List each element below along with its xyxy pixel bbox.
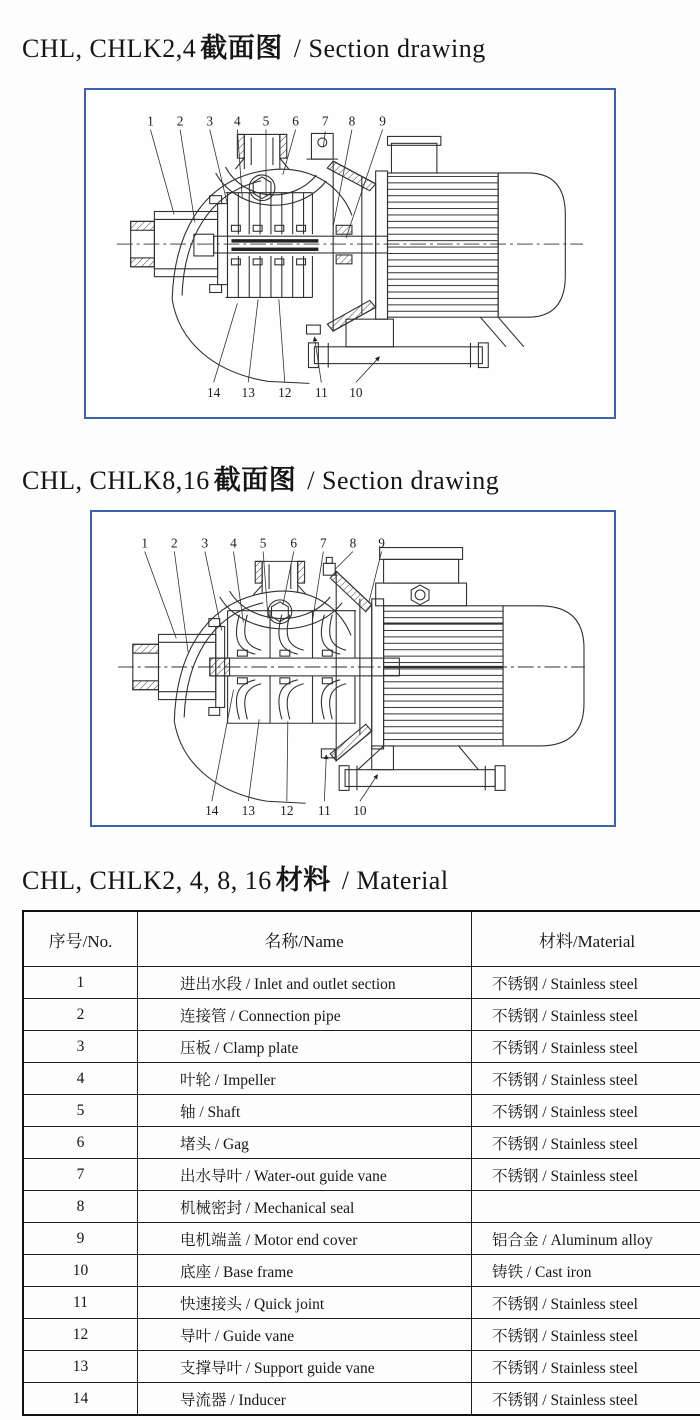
section2-title-suffix: / Section drawing xyxy=(307,466,500,495)
cell-material: 不锈钢 / Stainless steel xyxy=(472,1383,700,1416)
material-table xyxy=(22,910,700,1416)
callout-label: 1 xyxy=(147,113,154,129)
callout-label: 8 xyxy=(349,535,357,551)
callout-label: 11 xyxy=(317,803,331,819)
cell-no: 14 xyxy=(23,1383,138,1416)
column-header-name: 名称/Name xyxy=(138,911,472,967)
motor-body xyxy=(372,548,584,749)
cell-name: 叶轮 / Impeller xyxy=(138,1063,472,1095)
callout-label: 14 xyxy=(205,803,219,819)
section2-title xyxy=(22,458,499,497)
section2-title-cjk: 截面图 xyxy=(213,465,297,495)
cell-no: 2 xyxy=(23,999,138,1031)
column-header-no: 序号/No. xyxy=(23,911,138,967)
motor-body xyxy=(376,136,566,319)
cell-no: 1 xyxy=(23,967,138,999)
section3-title-suffix: / Material xyxy=(341,866,449,895)
discharge-port xyxy=(253,561,306,595)
motor-adapter xyxy=(321,557,371,760)
section1-title-model: CHL, CHLK2,4 xyxy=(22,34,197,63)
table-row xyxy=(23,967,700,999)
callout-label: 2 xyxy=(176,113,184,129)
callout-label: 13 xyxy=(241,385,255,401)
callout-labels-bottom xyxy=(207,385,363,400)
material-table-body xyxy=(23,967,700,1416)
cell-name: 快速接头 / Quick joint xyxy=(138,1287,472,1319)
cell-name: 导叶 / Guide vane xyxy=(138,1319,472,1351)
cell-material: 不锈钢 / Stainless steel xyxy=(472,1319,700,1351)
section3-title-model: CHL, CHLK2, 4, 8, 16 xyxy=(22,866,272,895)
cell-material: 不锈钢 / Stainless steel xyxy=(472,1031,700,1063)
callout-label: 2 xyxy=(170,535,178,551)
section-drawing-1 xyxy=(86,90,610,413)
cell-no: 3 xyxy=(23,1031,138,1063)
callout-labels-bottom xyxy=(205,803,367,818)
table-row xyxy=(23,999,700,1031)
cell-material: 不锈钢 / Stainless steel xyxy=(472,999,700,1031)
water-out-guide-vane-bracket xyxy=(307,133,339,159)
pump-casing xyxy=(174,591,351,803)
callout-label: 8 xyxy=(348,113,356,129)
cell-no: 11 xyxy=(23,1287,138,1319)
cell-material: 不锈钢 / Stainless steel xyxy=(472,1095,700,1127)
callout-label: 13 xyxy=(241,803,255,819)
callout-label: 5 xyxy=(262,113,270,129)
impeller-stack xyxy=(226,193,313,298)
cell-no: 9 xyxy=(23,1223,138,1255)
shaft xyxy=(194,225,388,264)
cell-material: 铸铁 / Cast iron xyxy=(472,1255,700,1287)
table-row xyxy=(23,1351,700,1383)
cell-no: 5 xyxy=(23,1095,138,1127)
cell-material: 铝合金 / Aluminum alloy xyxy=(472,1223,700,1255)
callout-label: 7 xyxy=(320,535,327,551)
cell-no: 7 xyxy=(23,1159,138,1191)
cell-name: 进出水段 / Inlet and outlet section xyxy=(138,967,472,999)
callout-label: 4 xyxy=(234,113,241,129)
cell-material: 不锈钢 / Stainless steel xyxy=(472,1351,700,1383)
callout-label: 1 xyxy=(141,535,148,551)
cell-material: 不锈钢 / Stainless steel xyxy=(472,1287,700,1319)
section1-title xyxy=(22,26,486,65)
callout-label: 10 xyxy=(349,385,363,401)
material-table-header xyxy=(23,911,700,967)
cell-no: 12 xyxy=(23,1319,138,1351)
section-drawing-1-frame xyxy=(84,88,616,419)
table-row xyxy=(23,1095,700,1127)
callout-label: 6 xyxy=(292,113,299,129)
cell-material: 不锈钢 / Stainless steel xyxy=(472,967,700,999)
section1-title-cjk: 截面图 xyxy=(200,33,283,63)
table-row xyxy=(23,1063,700,1095)
table-row xyxy=(23,1255,700,1287)
table-row xyxy=(23,1383,700,1416)
discharge-port xyxy=(235,134,288,169)
cell-no: 13 xyxy=(23,1351,138,1383)
cell-no: 6 xyxy=(23,1127,138,1159)
table-row xyxy=(23,1031,700,1063)
column-header-material: 材料/Material xyxy=(472,911,700,967)
table-row xyxy=(23,1159,700,1191)
cell-name: 电机端盖 / Motor end cover xyxy=(138,1223,472,1255)
table-row xyxy=(23,1127,700,1159)
callout-label: 12 xyxy=(278,385,292,401)
callout-label: 3 xyxy=(206,113,214,129)
table-row xyxy=(23,1223,700,1255)
cell-no: 10 xyxy=(23,1255,138,1287)
cell-material: 不锈钢 / Stainless steel xyxy=(472,1159,700,1191)
callout-labels-top xyxy=(147,114,386,129)
cell-name: 底座 / Base frame xyxy=(138,1255,472,1287)
section3-title xyxy=(22,858,449,897)
section3-title-cjk: 材料 xyxy=(275,865,331,895)
callout-label: 5 xyxy=(259,535,267,551)
header-row xyxy=(23,911,700,967)
cell-name: 支撑导叶 / Support guide vane xyxy=(138,1351,472,1383)
table-row xyxy=(23,1191,700,1223)
cell-name: 压板 / Clamp plate xyxy=(138,1031,472,1063)
cell-material: 不锈钢 / Stainless steel xyxy=(472,1127,700,1159)
cell-name: 出水导叶 / Water-out guide vane xyxy=(138,1159,472,1191)
cell-material: 不锈钢 / Stainless steel xyxy=(472,1063,700,1095)
table-row xyxy=(23,1287,700,1319)
section1-title-suffix: / Section drawing xyxy=(293,34,486,63)
callout-label: 9 xyxy=(378,535,385,551)
callout-label: 6 xyxy=(290,535,298,551)
cell-no: 4 xyxy=(23,1063,138,1095)
callout-label: 12 xyxy=(280,803,294,819)
section-drawing-2-frame xyxy=(90,510,616,827)
base-frame xyxy=(339,746,505,790)
cell-name: 轴 / Shaft xyxy=(138,1095,472,1127)
cell-name: 连接管 / Connection pipe xyxy=(138,999,472,1031)
callout-label: 3 xyxy=(201,535,209,551)
cell-material xyxy=(472,1191,700,1223)
section2-title-model: CHL, CHLK8,16 xyxy=(22,466,210,495)
callout-label: 10 xyxy=(353,803,367,819)
section-drawing-2 xyxy=(92,512,610,821)
table-row xyxy=(23,1319,700,1351)
cell-no: 8 xyxy=(23,1191,138,1223)
callout-label: 14 xyxy=(206,385,221,401)
callout-label: 9 xyxy=(379,113,386,129)
callout-label: 7 xyxy=(321,113,329,129)
cell-name: 导流器 / Inducer xyxy=(138,1383,472,1416)
pump-casing xyxy=(172,167,352,383)
callout-label: 11 xyxy=(314,385,328,401)
cell-name: 机械密封 / Mechanical seal xyxy=(138,1191,472,1223)
callout-label: 4 xyxy=(230,535,237,551)
cell-name: 堵头 / Gag xyxy=(138,1127,472,1159)
callout-labels-top xyxy=(141,536,385,551)
